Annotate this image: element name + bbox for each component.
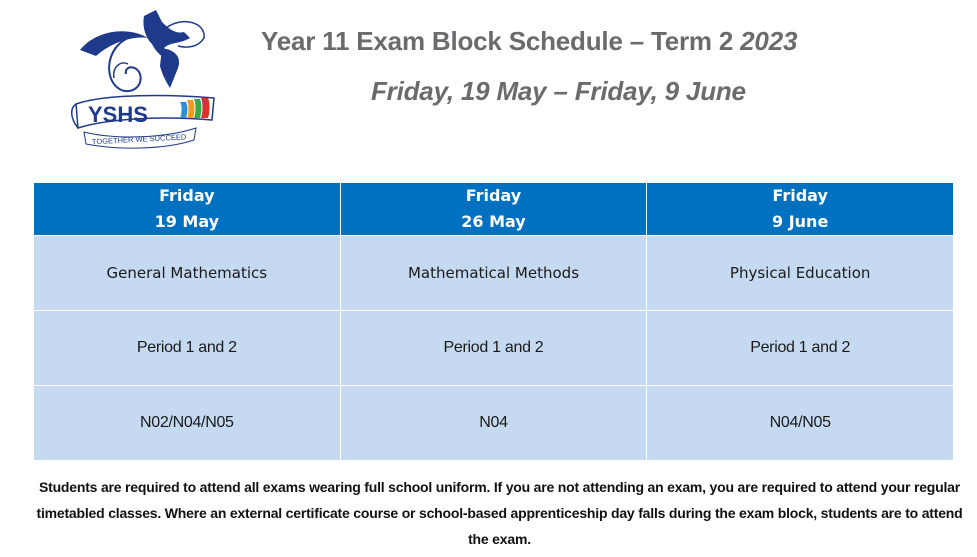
subject-cell: General Mathematics xyxy=(34,236,341,311)
table-row-room xyxy=(34,386,954,461)
column-day: Friday xyxy=(159,186,215,205)
column-date: 9 June xyxy=(772,212,829,231)
room-cell: N02/N04/N05 xyxy=(34,386,341,461)
column-date: 26 May xyxy=(461,212,526,231)
column-header-3 xyxy=(647,183,954,236)
subject-cell: Mathematical Methods xyxy=(340,236,647,311)
column-date: 19 May xyxy=(154,212,220,231)
title-year: 2023 xyxy=(740,26,798,56)
column-header-1 xyxy=(34,183,341,236)
yshs-crest-icon xyxy=(66,8,222,152)
room-cell: N04/N05 xyxy=(647,386,954,461)
table-header-row xyxy=(34,183,954,236)
column-day: Friday xyxy=(772,186,828,205)
exam-schedule-table xyxy=(33,182,954,461)
column-day: Friday xyxy=(465,186,522,205)
logo-initials: YSHS xyxy=(88,102,148,127)
title-text: Year 11 Exam Block Schedule – Term 2 xyxy=(261,26,734,56)
attendance-notice: Students are required to attend all exams wearing full school uniform. If you are not attending an exam, you are required to attend your regular timetabled classes. Where an external certificate course or school-based apprenticeship day falls during the exam block, students are to attend the exam. xyxy=(36,479,963,547)
period-cell: Period 1 and 2 xyxy=(647,311,954,386)
school-logo xyxy=(66,8,222,152)
logo-motto: TOGETHER WE SUCCEED xyxy=(91,132,187,147)
room-cell: N04 xyxy=(340,386,647,461)
subject-cell: Physical Education xyxy=(647,236,954,311)
period-cell: Period 1 and 2 xyxy=(34,311,341,386)
table-row-period xyxy=(34,311,954,386)
table-row-subject xyxy=(34,236,954,311)
period-cell: Period 1 and 2 xyxy=(340,311,647,386)
page-title xyxy=(261,26,797,57)
date-range-subtitle: Friday, 19 May – Friday, 9 June xyxy=(371,76,746,106)
column-header-2 xyxy=(340,183,647,236)
